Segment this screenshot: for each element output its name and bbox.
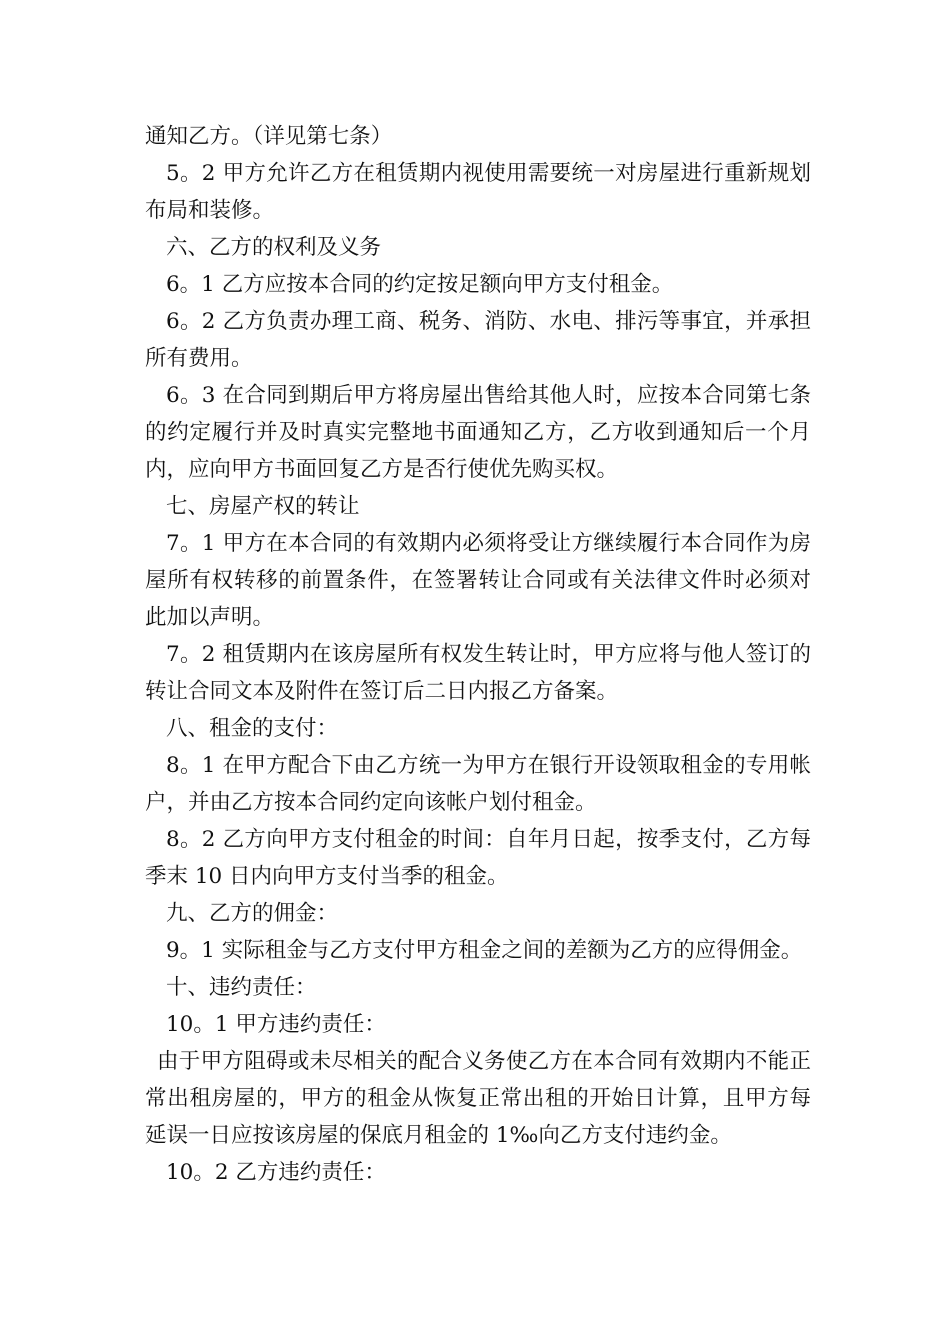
document-page [145, 118, 811, 1191]
clause-7-1: 7。1 甲方在本合同的有效期内必须将受让方继续履行本合同作为房屋所有权转移的前置条件，在签署转让合同或有关法律文件时必须对此加以声明。 [145, 531, 811, 630]
clause-6-1: 6。1 乙方应按本合同的约定按足额向甲方支付租金。 [166, 272, 674, 297]
clause-6-3: 6。3 在合同到期后甲方将房屋出售给其他人时，应按本合同第七条的约定履行并及时真实完整地书面通知乙方，乙方收到通知后一个月内，应向甲方书面回复乙方是否行使优先购买权。 [145, 383, 811, 482]
section-heading-10: 十、违约责任： [166, 975, 317, 1000]
section-heading-6: 六、乙方的权利及义务 [166, 235, 382, 260]
clause-5-2: 5。2 甲方允许乙方在租赁期内视使用需要统一对房屋进行重新规划布局和装修。 [145, 161, 811, 223]
clause-6-2: 6。2 乙方负责办理工商、税务、消防、水电、排污等事宜，并承担所有费用。 [145, 309, 811, 371]
section-heading-7: 七、房屋产权的转让 [166, 494, 360, 519]
clause-8-2: 8。2 乙方向甲方支付租金的时间：自年月日起，按季支付，乙方每季末 10 日内向甲方支付当季的租金。 [145, 827, 811, 889]
clause-10-2: 10。2 乙方违约责任： [166, 1160, 386, 1185]
clause-10-1-body: 由于甲方阻碍或未尽相关的配合义务使乙方在本合同有效期内不能正常出租房屋的，甲方的租金从恢复正常出租的开始日计算，且甲方每延误一日应按该房屋的保底月租金的 1‰向乙方支付违约金。 [145, 1049, 811, 1148]
clause-8-1: 8。1 在甲方配合下由乙方统一为甲方在银行开设领取租金的专用帐户，并由乙方按本合同约定向该帐户划付租金。 [145, 753, 811, 815]
paragraph-notice: 通知乙方。（详见第七条） [145, 124, 393, 149]
clause-9-1: 9。1 实际租金与乙方支付甲方租金之间的差额为乙方的应得佣金。 [166, 938, 803, 963]
clause-7-2: 7。2 租赁期内在该房屋所有权发生转让时，甲方应将与他人签订的转让合同文本及附件在签订后二日内报乙方备案。 [145, 642, 811, 704]
section-heading-9: 九、乙方的佣金： [166, 901, 339, 926]
section-heading-8: 八、租金的支付： [166, 716, 339, 741]
clause-10-1: 10。1 甲方违约责任： [166, 1012, 386, 1037]
